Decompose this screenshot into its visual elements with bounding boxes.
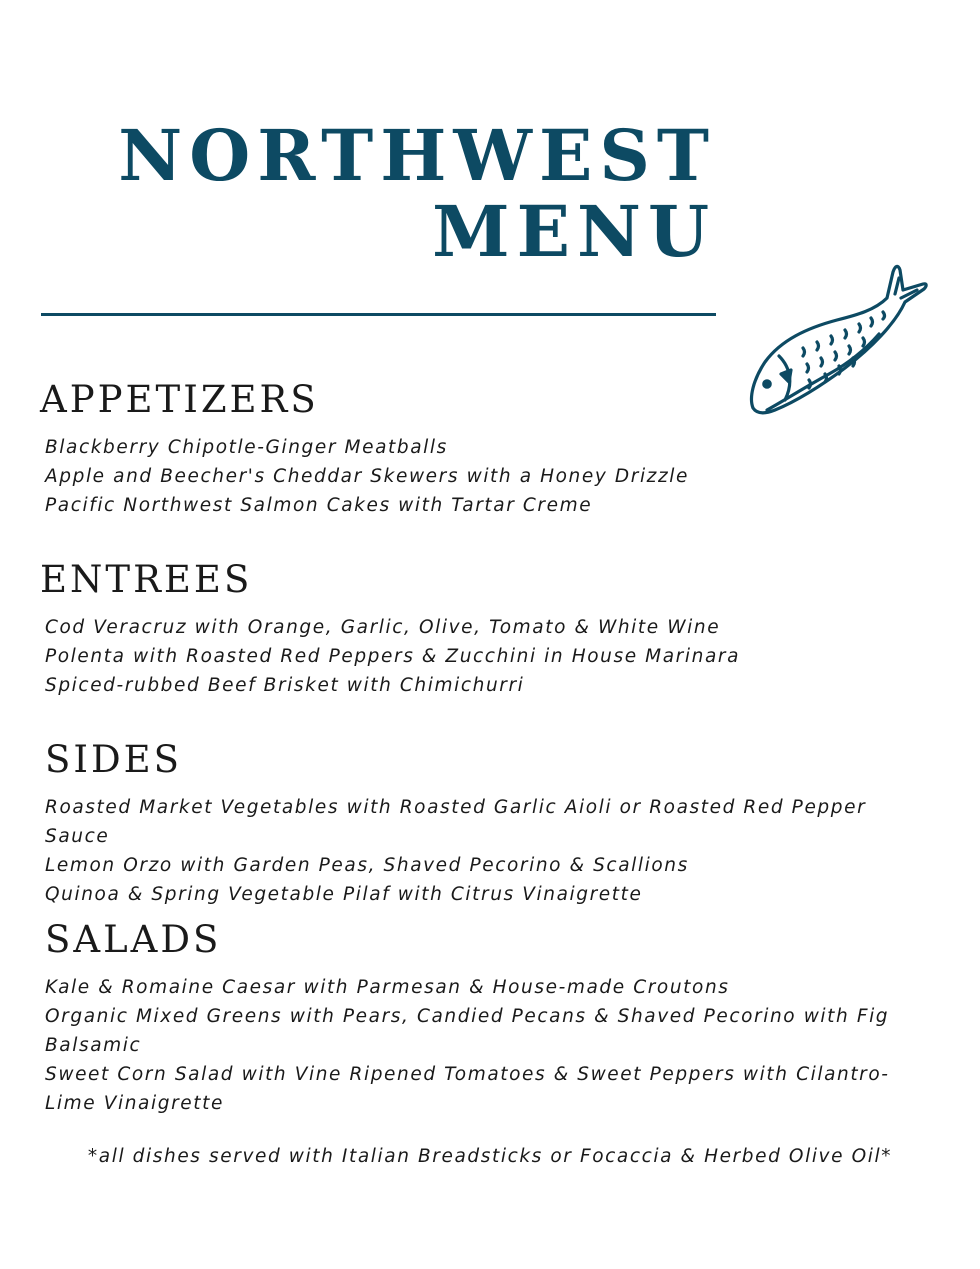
menu-title <box>118 114 716 273</box>
list-item: Blackberry Chipotle-Ginger Meatballs <box>45 437 448 458</box>
section-heading-sides: SIDES <box>45 738 182 781</box>
list-item: Apple and Beecher's Cheddar Skewers with a Honey Drizzle <box>45 466 690 487</box>
fish-icon <box>745 258 930 426</box>
section-heading-salads: SALADS <box>45 918 222 961</box>
list-item: Cod Veracruz with Orange, Garlic, Olive, Tomato & White Wine <box>45 617 721 638</box>
list-item: Kale & Romaine Caesar with Parmesan & House-made Croutons <box>45 977 730 998</box>
menu-title-line-2: MENU <box>432 190 716 273</box>
list-item: Sweet Corn Salad with Vine Ripened Tomatoes & Sweet Peppers with Cilantro-Lime Vinaigrette <box>45 1064 890 1114</box>
salads-list <box>45 973 915 1118</box>
appetizers-list <box>45 433 925 520</box>
list-item: Quinoa & Spring Vegetable Pilaf with Citrus Vinaigrette <box>45 884 643 905</box>
menu-title-line-1: NORTHWEST <box>118 114 716 197</box>
list-item: Spiced-rubbed Beef Brisket with Chimichurri <box>45 675 525 696</box>
entrees-list <box>45 613 925 700</box>
sides-list <box>45 793 925 909</box>
section-heading-entrees: ENTREES <box>40 558 253 601</box>
footnote: *all dishes served with Italian Breadsticks or Focaccia & Herbed Olive Oil* <box>87 1146 893 1167</box>
list-item: Pacific Northwest Salmon Cakes with Tartar Creme <box>45 495 593 516</box>
list-item: Roasted Market Vegetables with Roasted Garlic Aioli or Roasted Red Pepper Sauce <box>45 797 867 847</box>
title-divider <box>41 313 716 316</box>
list-item: Lemon Orzo with Garden Peas, Shaved Pecorino & Scallions <box>45 855 689 876</box>
list-item: Polenta with Roasted Red Peppers & Zucchini in House Marinara <box>45 646 741 667</box>
list-item: Organic Mixed Greens with Pears, Candied Pecans & Shaved Pecorino with Fig Balsamic <box>45 1006 890 1056</box>
section-heading-appetizers: APPETIZERS <box>40 378 319 421</box>
